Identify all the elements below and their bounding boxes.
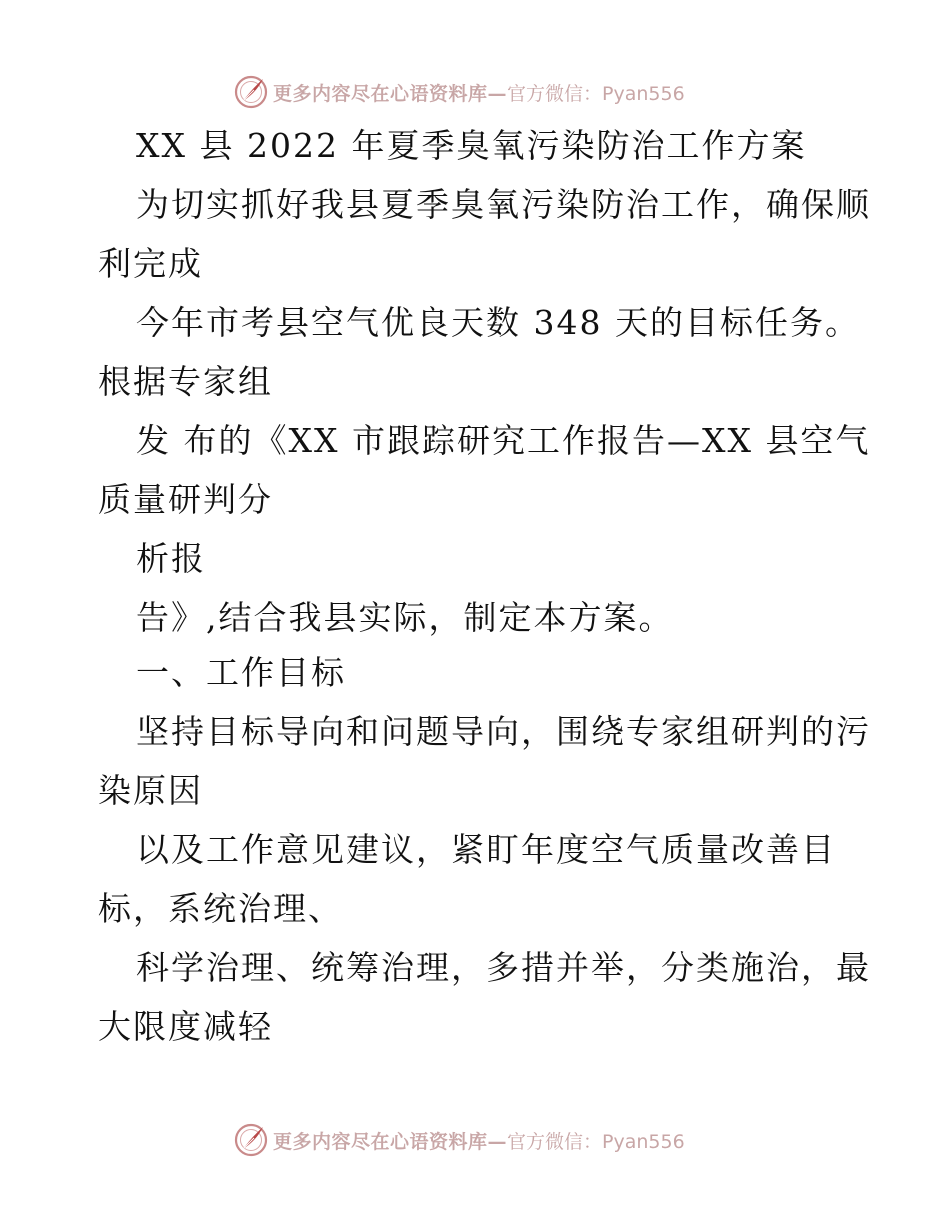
header-banner-content <box>233 72 685 112</box>
header-brand-text: 更多内容尽在心语资料库 <box>273 82 488 105</box>
quill-logo-icon <box>233 74 269 110</box>
footer-brand-text: 更多内容尽在心语资料库 <box>273 1130 488 1153</box>
paragraph-line: 质量研判分 <box>98 480 273 519</box>
paragraph-line: 科学治理、统筹治理，多措并举，分类施治，最 <box>136 948 871 987</box>
paragraph-line: 今年市考县空气优良天数 348 天的目标任务。 <box>136 303 860 342</box>
paragraph-line: 标，系统治理、 <box>98 889 343 928</box>
paragraph-line: 告》,结合我县实际，制定本方案。 <box>136 598 674 637</box>
quill-logo-icon <box>233 1122 269 1158</box>
header-separator: — <box>487 82 508 105</box>
paragraph-line: 利完成 <box>98 244 203 283</box>
paragraph-line: 坚持目标导向和问题导向，围绕专家组研判的污 <box>136 712 871 751</box>
paragraph-line: 为切实抓好我县夏季臭氧污染防治工作，确保顺 <box>136 185 871 224</box>
footer-banner-content <box>233 1120 685 1160</box>
header-banner <box>0 72 950 112</box>
footer-wechat-text: 官方微信：Pyan556 <box>507 1130 685 1153</box>
header-banner-text <box>273 79 685 106</box>
paragraph-line: 发 布的《XX 市跟踪研究工作报告—XX 县空气 <box>136 421 871 460</box>
document-title: XX 县 2022 年夏季臭氧污染防治工作方案 <box>136 126 807 165</box>
paragraph-line: 根据专家组 <box>98 362 273 401</box>
header-wechat-text: 官方微信：Pyan556 <box>507 82 685 105</box>
paragraph-line: 以及工作意见建议，紧盯年度空气质量改善目 <box>136 830 836 869</box>
footer-banner <box>0 1120 950 1160</box>
footer-separator: — <box>487 1130 508 1153</box>
paragraph-line: 大限度减轻 <box>98 1007 273 1046</box>
section-heading: 一、工作目标 <box>136 653 346 692</box>
paragraph-line: 染原因 <box>98 771 203 810</box>
paragraph-line: 析报 <box>136 539 206 578</box>
footer-banner-text <box>273 1127 685 1154</box>
